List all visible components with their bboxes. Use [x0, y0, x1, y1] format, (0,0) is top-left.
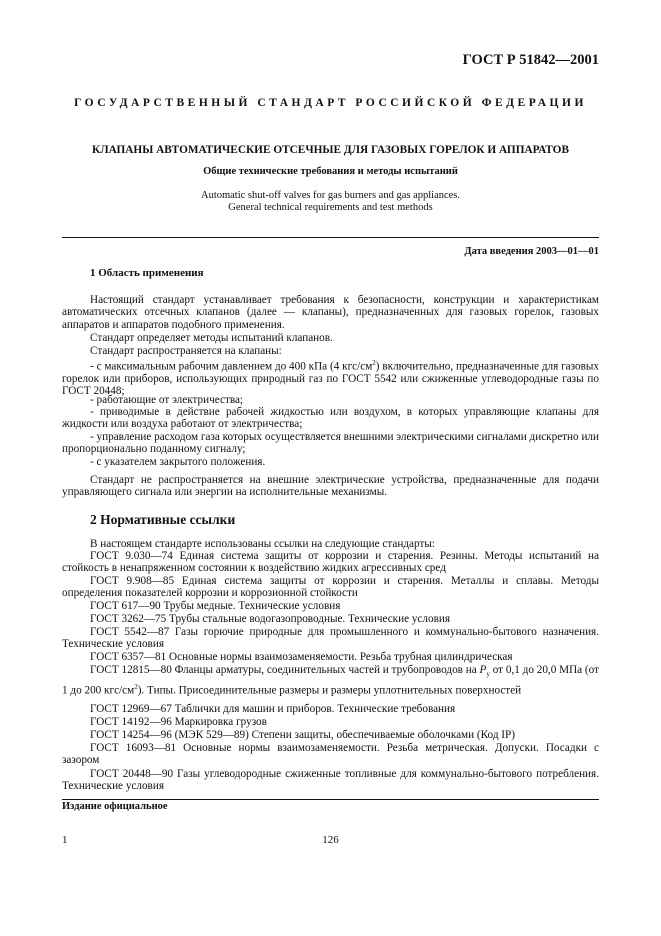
english-title-line-1: Automatic shut-off valves for gas burners and gas appliances. — [200, 190, 461, 201]
english-title-line-2: General technical requirements and test methods — [228, 202, 433, 213]
document-title: КЛАПАНЫ АВТОМАТИЧЕСКИЕ ОТСЕЧНЫЕ ДЛЯ ГАЗОВЫХ ГОРЕЛОК И АППАРАТОВ — [92, 144, 569, 156]
reference-text: ГОСТ 12815—80 Фланцы арматуры, соединительных частей и трубопроводов на — [90, 664, 480, 676]
subscript: у — [486, 670, 490, 679]
footer-divider — [62, 799, 599, 800]
official-edition-label: Издание официальное — [62, 801, 168, 812]
section-1-paragraph: Настоящий стандарт устанавливает требования к безопасности, конструкции и характеристикам автоматических отсечных клапанов (далее — клапаны), предназначенных для газовых горелок, газовых аппаратов и аппаратов подобного применения. — [62, 294, 599, 331]
document-subtitle: Общие технические требования и методы испытаний — [203, 166, 458, 177]
superscript: 2 — [134, 682, 138, 691]
section-2-intro: В настоящем стандарте использованы ссылки на следующие стандарты: — [90, 538, 435, 550]
reference-item: ГОСТ 14254—96 (МЭК 529—89) Степени защиты, обеспечиваемые оболочками (Код IP) — [90, 729, 515, 741]
reference-item — [62, 664, 599, 697]
reference-item: ГОСТ 6357—81 Основные нормы взаимозаменяемости. Резьба трубная цилиндрическая — [90, 651, 513, 663]
footer-left-number: 1 — [62, 834, 68, 846]
introduction-date: Дата введения 2003—01—01 — [464, 246, 599, 257]
reference-item: ГОСТ 9.908—85 Единая система защиты от коррозии и старения. Металлы и сплавы. Методы определения показателей коррозии и коррозионной стойкости — [62, 575, 599, 600]
reference-item: ГОСТ 617—90 Трубы медные. Технические условия — [90, 600, 341, 612]
reference-item: ГОСТ 5542—87 Газы горючие природные для промышленного и коммунально-бытового назначения. Технические условия — [62, 626, 599, 651]
bullet-text: ) включительно, предназначенные для газовых горелок или приборов, использующих природный газ по ГОСТ 5542 или сжиженные углеводородные газы по ГОСТ 20448; — [62, 360, 599, 398]
section-1-bullet — [62, 357, 599, 398]
reference-text: от 0,1 до 20,0 МПа (от 1 до 200 кгс/см — [62, 664, 599, 697]
reference-item: ГОСТ 12969—67 Таблички для машин и приборов. Технические требования — [90, 703, 456, 715]
section-1-paragraph: Стандарт определяет методы испытаний клапанов. — [90, 332, 333, 344]
section-1-bullet: - с указателем закрытого положения. — [90, 456, 266, 468]
superscript: 2 — [372, 359, 376, 367]
title-divider — [62, 237, 599, 238]
section-1-heading: 1 Область применения — [90, 267, 204, 279]
section-1-bullet: - управление расходом газа которых осуществляется внешними электрическими сигналами дискретно или пропорционально поданному сигналу; — [62, 431, 599, 456]
reference-item: ГОСТ 14192—96 Маркировка грузов — [90, 716, 267, 728]
state-standard-banner: ГОСУДАРСТВЕННЫЙ СТАНДАРТ РОССИЙСКОЙ ФЕДЕРАЦИИ — [74, 97, 587, 109]
section-2-heading: 2 Нормативные ссылки — [90, 512, 236, 527]
bullet-text: - с максимальным рабочим давлением до 400 кПа (4 кгс/см — [90, 360, 373, 373]
reference-item: ГОСТ 20448—90 Газы углеводородные сжиженные топливные для коммунально-бытового потребления. Технические условия — [62, 768, 599, 793]
section-1-bullet: - работающие от электричества; — [90, 394, 244, 406]
reference-item: ГОСТ 3262—75 Трубы стальные водогазопроводные. Технические условия — [90, 613, 450, 625]
section-1-paragraph: Стандарт не распространяется на внешние электрические устройства, предназначенные для подачи управляющего сигнала или энергии на исполнительные механизмы. — [62, 474, 599, 499]
document-number: ГОСТ Р 51842—2001 — [462, 52, 599, 68]
section-1-paragraph: Стандарт распространяется на клапаны: — [90, 345, 282, 357]
reference-item: ГОСТ 9.030—74 Единая система защиты от коррозии и старения. Резины. Методы испытаний на стойкость в ненапряженном состоянии к воздействию жидких агрессивных сред — [62, 550, 599, 575]
reference-text: ). Типы. Присоединительные размеры и размеры уплотнительных поверхностей — [137, 684, 522, 697]
reference-item: ГОСТ 16093—81 Основные нормы взаимозаменяемости. Резьба метрическая. Допуски. Посадки с зазором — [62, 742, 599, 767]
page-number: 126 — [322, 834, 339, 846]
variable: P — [479, 664, 487, 676]
section-1-bullet: - приводимые в действие рабочей жидкостью или воздухом, в которых управляющие клапаны для жидкости или воздуха работают от электричества; — [62, 406, 599, 431]
